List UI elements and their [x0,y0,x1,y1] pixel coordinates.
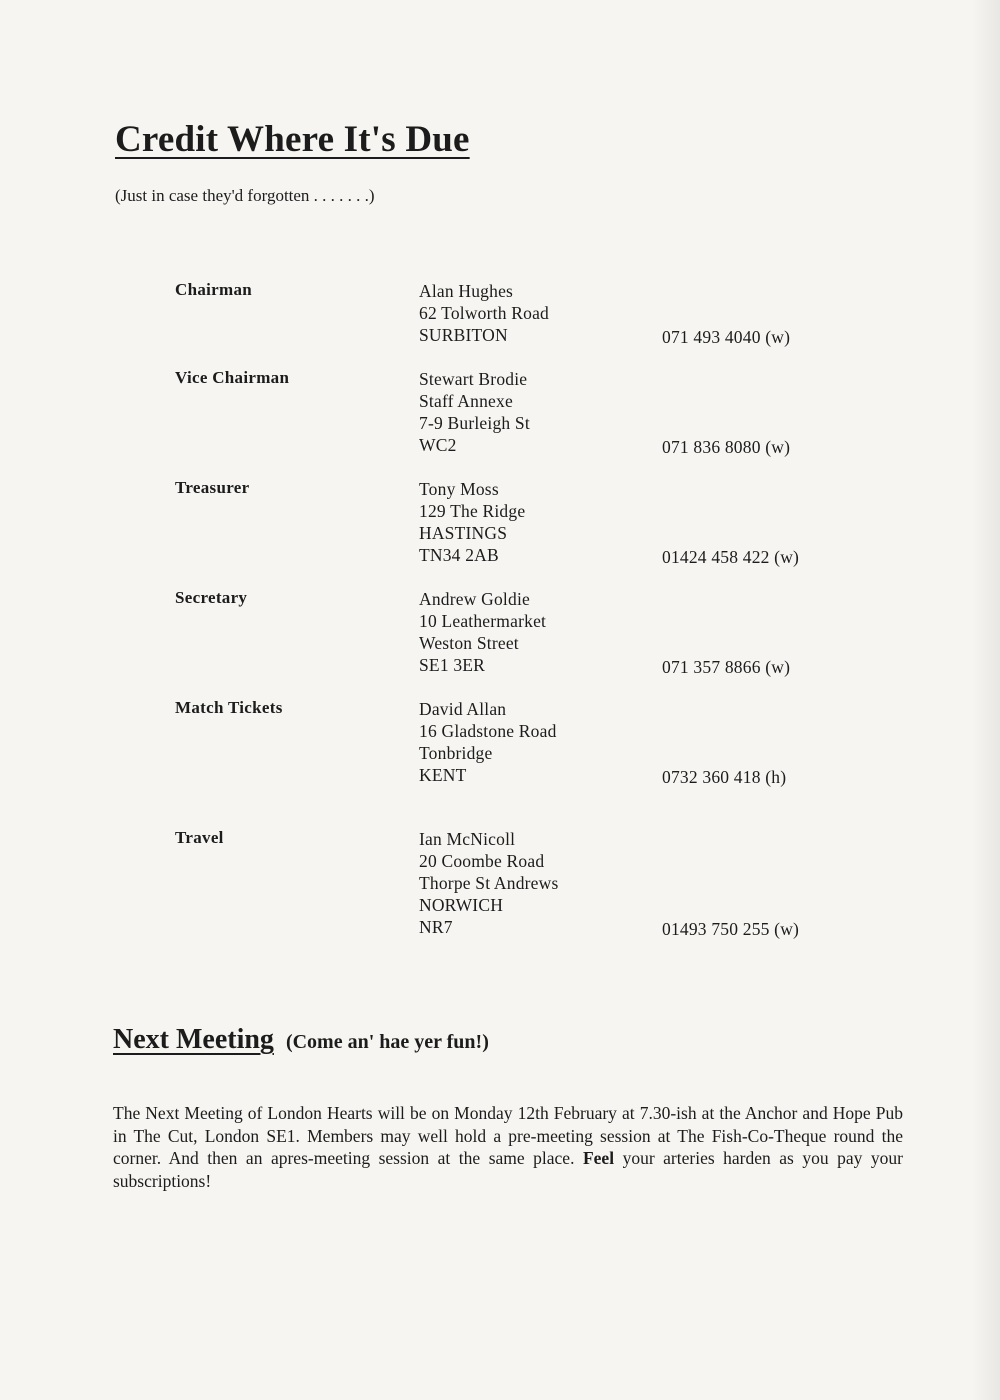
officer-phone: 071 357 8866 (w) [662,657,791,677]
officer-address-line: NR7 [419,917,453,937]
officer-address [419,478,525,566]
officer-address-line: 20 Coombe Road [419,851,545,871]
officer-entry [0,368,1000,468]
officer-address-line: Weston Street [419,633,519,653]
officer-entry [0,698,1000,798]
officer-address-line: Staff Annexe [419,391,513,411]
officer-address-line: 7-9 Burleigh St [419,413,530,433]
next-meeting-text-bold: Feel [582,1148,615,1168]
officer-entry [0,828,1000,939]
officer-address-line: David Allan [419,699,507,719]
officer-entry [0,588,1000,688]
next-meeting-paragraph [113,1102,903,1192]
officer-address [419,368,530,456]
officer-role: Chairman [175,280,253,299]
officer-phone: 071 836 8080 (w) [662,437,791,457]
next-meeting-text-after: your arteries harden as you pay your subscriptions! [113,1148,903,1191]
officer-address-line: 10 Leathermarket [419,611,547,631]
officer-address-line: 16 Gladstone Road [419,721,557,741]
next-meeting-subtitle: (Come an' hae yer fun!) [285,1031,489,1053]
officer-address-line: 62 Tolworth Road [419,303,549,323]
officer-address-line: NORWICH [419,895,504,915]
officer-phone: 071 493 4040 (w) [662,327,791,347]
officer-address-line: KENT [419,765,467,785]
officer-address-line: Thorpe St Andrews [419,873,559,893]
page-subtitle: (Just in case they'd forgotten . . . . . . .) [115,186,375,205]
officer-address-line: Alan Hughes [419,281,514,301]
officer-entry [0,478,1000,578]
officer-address-line: Andrew Goldie [419,589,530,609]
officer-entry [0,280,1000,380]
officer-role: Match Tickets [175,698,283,717]
officer-address [419,828,559,938]
officer-address-line: Ian McNicoll [419,829,516,849]
officer-address-line: Tonbridge [419,743,493,763]
officer-role: Vice Chairman [175,368,290,387]
officer-address-line: SURBITON [419,325,508,345]
next-meeting-heading [113,1024,489,1056]
officer-address-line: Stewart Brodie [419,369,528,389]
officer-address-line: TN34 2AB [419,545,499,565]
officer-address-line: HASTINGS [419,523,508,543]
officer-phone: 01493 750 255 (w) [662,919,800,939]
officer-address-line: 129 The Ridge [419,501,526,521]
officer-address [419,698,557,786]
officer-role: Secretary [175,588,248,607]
next-meeting-text-before: The Next Meeting of London Hearts will be on Monday 12th February at 7.30-ish at the Anchor and Hope Pub in The Cut, London SE1. Members may well hold a pre-meeting session at The Fish-Co-Theque round the corner. And then an apres-meeting session at the same place. [113,1103,903,1168]
officer-address-line: SE1 3ER [419,655,486,675]
officer-address-line: Tony Moss [419,479,499,499]
officer-phone: 0732 360 418 (h) [662,767,787,787]
next-meeting-title: Next Meeting [113,1024,274,1055]
officer-address-line: WC2 [419,435,457,455]
officer-address [419,280,549,346]
officer-phone: 01424 458 422 (w) [662,547,800,567]
page-title: Credit Where It's Due [115,119,470,160]
officer-role: Treasurer [175,478,250,497]
officer-role: Travel [175,828,224,847]
officer-address [419,588,546,676]
